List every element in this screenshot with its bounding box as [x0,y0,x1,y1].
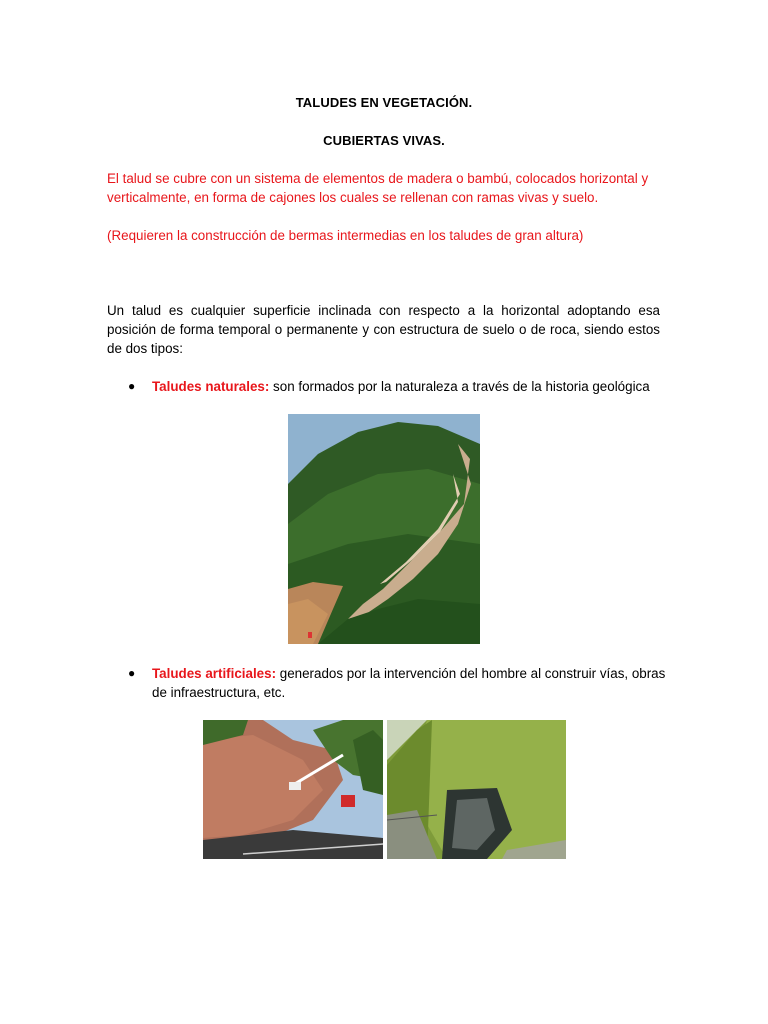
definition-paragraph: Un talud es cualquier superficie inclinada con respecto a la horizontal adoptando esa posición de forma temporal o permanente y con estructura de suelo o de roca, siendo estos de dos tipos: [107,303,660,356]
artificial-slope-photo-green [387,720,566,859]
document-title: TALUDES EN VEGETACIÓN. [295,95,473,110]
bullet-term: Taludes artificiales: [152,666,277,681]
bullet-term: Taludes naturales: [152,379,270,394]
document-subtitle: CUBIERTAS VIVAS. [323,133,445,148]
bullet-text [152,377,667,396]
red-note: (Requieren la construcción de bermas intermedias en los taludes de gran altura) [107,228,584,243]
bullet-description: son formados por la naturaleza a través de la historia geológica [269,379,650,394]
artificial-slope-photo-road [203,720,383,859]
bullet-dot: ● [128,379,136,393]
bullet-description: generados por la intervención del hombre al construir vías, obras de infraestructura, etc. [152,666,666,700]
bullet-dot: ● [128,666,136,680]
natural-slope-photo [288,414,480,644]
bullet-text [152,664,667,702]
red-paragraph: El talud se cubre con un sistema de elementos de madera o bambú, colocados horizontal y verticalmente, en forma de cajones los cuales se rellenan con ramas vivas y suelo. [107,171,649,205]
